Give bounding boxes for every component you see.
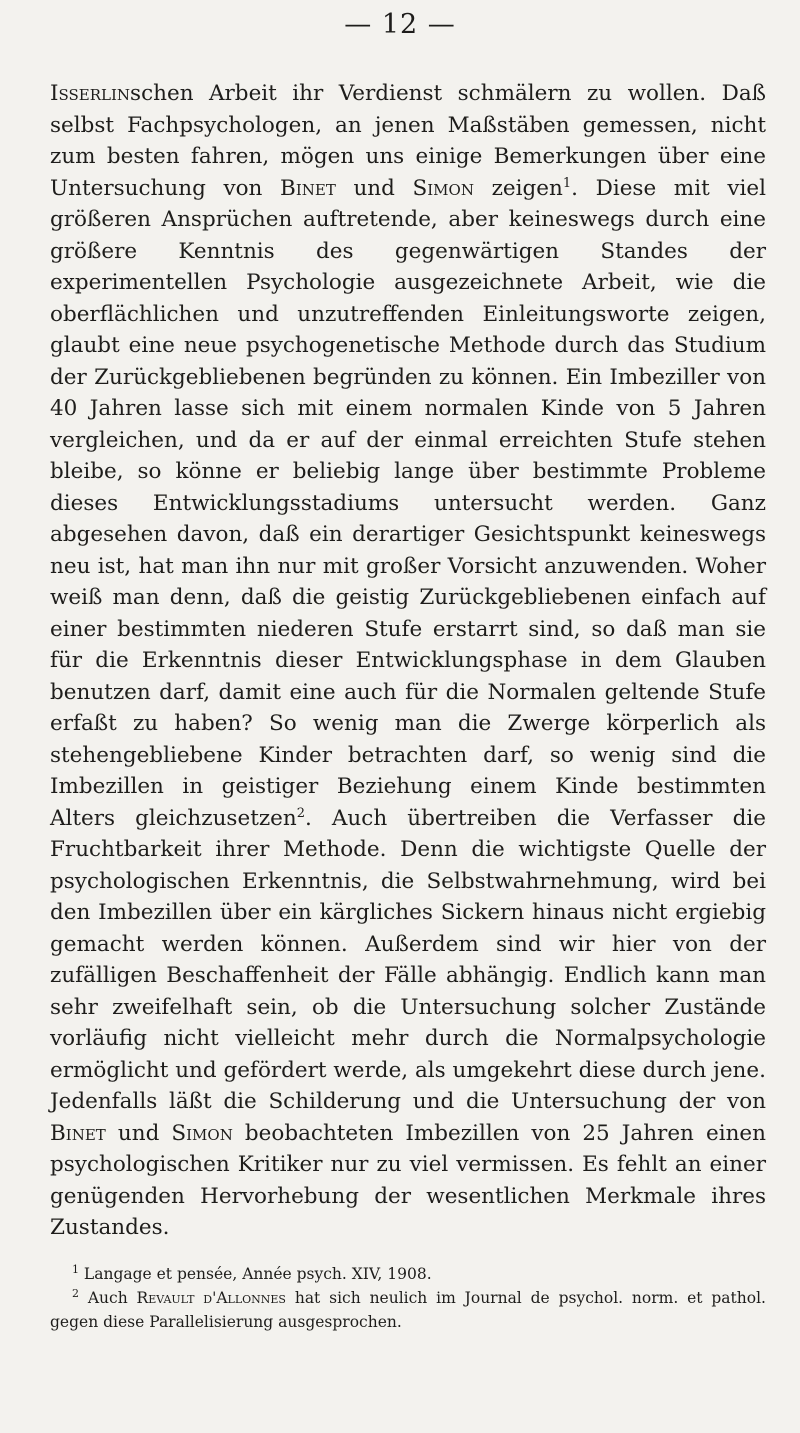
text-run: . Auch übertreiben die Verfasser die Fruchtbarkeit ihrer Methode. Denn die wichtigste Quelle der psychologischen Erkenntnis, die Selbstwahrnehmung, wird bei den Imbezillen über ein kärgliches Sickern hinaus nicht ergiebig gemacht werden können. Außerdem sind wir hier von der zufälligen Beschaffenheit der Fälle abhängig. Endlich kann man sehr zweifelhaft sein, ob die Untersuchung solcher Zustände vorläufig nicht vielleicht mehr durch die Normalpsychologie ermöglicht und gefördert werde, als umgekehrt diese durch jene.: [50, 805, 766, 1083]
body-text: [50, 78, 766, 1244]
paragraph: [50, 1086, 766, 1244]
text-run: zeigen: [473, 175, 563, 201]
text-run: schen Arbeit ihr Verdienst schmälern zu wollen. Daß selbst Fachpsychologen, an jenen Maßstäben gemessen, nicht zum besten fahren, mögen uns einige Bemerkungen über eine Untersuchung von: [50, 81, 766, 201]
text-run: und: [105, 1120, 172, 1146]
text-run: Jedenfalls läßt die Schilderung und die Untersuchung der von: [50, 1089, 766, 1114]
text-run: hat sich neulich im Journal de psychol. norm. et pathol. gegen diese Parallelisierung ausgesprochen.: [50, 1288, 766, 1331]
author-name: Revault d'Allonnes: [136, 1288, 286, 1307]
footnotes: [50, 1262, 766, 1334]
author-name: Binet: [50, 1120, 106, 1146]
text-run: beobachteten Imbezillen von 25 Jahren einen psychologischen Kritiker nur zu viel vermissen. Es fehlt an einer genügenden Hervorhebung der wesentlichen Merkmale ihres Zustandes.: [50, 1120, 766, 1240]
footnote: [50, 1286, 766, 1334]
author-name: Isserlin: [50, 81, 131, 106]
text-run: Langage et pensée, Année psych. XIV, 1908.: [79, 1264, 432, 1283]
author-name: Simon: [171, 1120, 233, 1146]
page-number: — 12 —: [344, 9, 456, 40]
footnote-ref: 1: [562, 175, 572, 191]
footnote: [50, 1262, 766, 1286]
text-run: Auch: [79, 1288, 137, 1307]
text-run: . Diese mit viel größeren Ansprüchen auftretende, aber keineswegs durch eine größere Kenntnis des gegenwärtigen Standes der experimentellen Psychologie ausgezeichnete Arbeit, wie die oberflächlichen und unzutreffenden Einleitungsworte zeigen, glaubt eine neue psychogenetische Methode durch das Studium der Zurückgebliebenen begründen zu können. Ein Imbeziller von 40 Jahren lasse sich mit einem normalen Kinde von 5 Jahren vergleichen, und da er auf der einmal erreichten Stufe stehen bleibe, so könne er beliebig lange über bestimmte Probleme dieses Entwicklungsstadiums untersucht werden. Ganz abgesehen davon, daß ein derartiger Gesichtspunkt keineswegs neu ist, hat man ihn nur mit großer Vorsicht anzuwenden. Woher weiß man denn, daß die geistig Zurückgebliebenen einfach auf einer bestimmten niederen Stufe erstarrt sind, so daß man sie für die Erkenntnis dieser Entwicklungsphase in dem Glauben benutzen darf, damit eine auch für die Normalen geltende Stufe erfaßt zu haben? So wenig man die Zwerge körperlich als stehengebliebene Kinder betrachten darf, so wenig sind die Imbezillen in geistiger Beziehung einem Kinde bestimmten Alters gleichzusetzen: [50, 175, 766, 831]
author-name: Binet: [280, 175, 336, 201]
footnote-mark: 1: [72, 1262, 79, 1276]
footnote-ref: 2: [296, 805, 306, 821]
author-name: Simon: [412, 175, 474, 201]
text-run: und: [335, 175, 413, 201]
paragraph: [50, 78, 766, 1086]
footnote-mark: 2: [72, 1286, 79, 1300]
